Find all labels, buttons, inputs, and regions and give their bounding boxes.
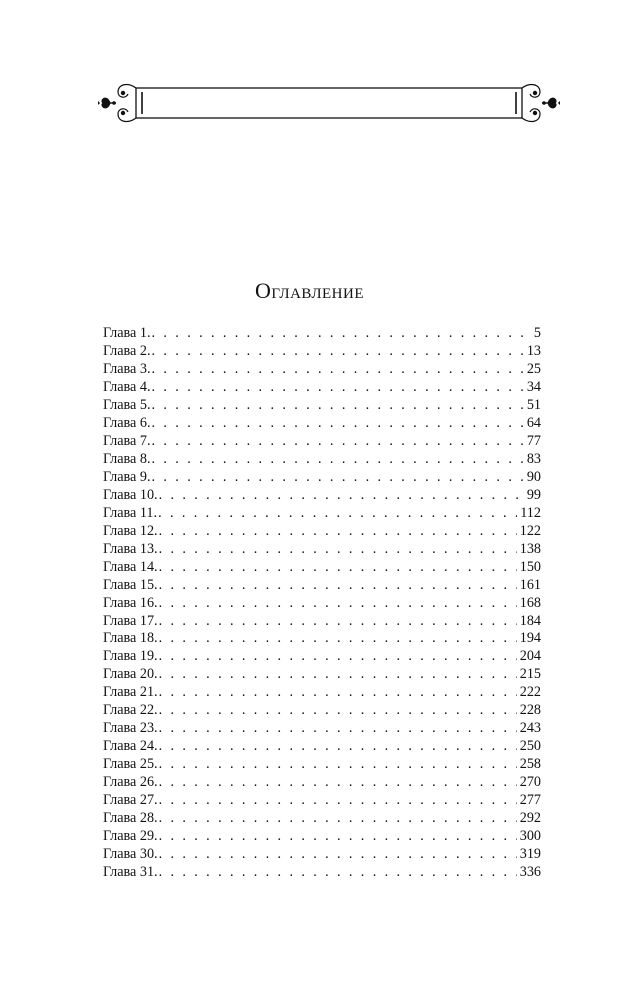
toc-page-number: 319: [519, 846, 541, 863]
header-ornament-icon: [98, 76, 560, 130]
dot-leader: [159, 792, 517, 810]
dot-leader: [159, 541, 517, 559]
toc-entry: [103, 325, 541, 343]
toc-entry: [103, 343, 541, 361]
toc-page-number: 122: [519, 522, 541, 539]
dot-leader: [152, 325, 531, 343]
toc-entry: [103, 684, 541, 702]
toc-page-number: 168: [519, 594, 541, 611]
toc-chapter-label: Глава 17.: [103, 612, 158, 629]
toc-page-number: 77: [526, 432, 541, 449]
toc-page-number: 204: [519, 648, 541, 665]
toc-page-number: 300: [519, 828, 541, 845]
toc-page-number: 150: [519, 558, 541, 575]
toc-entry: [103, 613, 541, 631]
dot-leader: [152, 361, 524, 379]
toc-page-number: 258: [519, 756, 541, 773]
dot-leader: [158, 505, 517, 523]
toc-entry: [103, 487, 541, 505]
dot-leader: [152, 379, 524, 397]
toc-entry: [103, 505, 541, 523]
toc-page-number: 336: [519, 864, 541, 881]
toc-chapter-label: Глава 9.: [103, 468, 151, 485]
toc-chapter-label: Глава 19.: [103, 648, 158, 665]
toc-entry: [103, 397, 541, 415]
toc-entry: [103, 792, 541, 810]
dot-leader: [152, 415, 524, 433]
dot-leader: [159, 648, 517, 666]
toc-chapter-label: Глава 29.: [103, 828, 158, 845]
toc-entry: [103, 559, 541, 577]
toc-chapter-label: Глава 5.: [103, 396, 151, 413]
dot-leader: [159, 738, 517, 756]
toc-chapter-label: Глава 15.: [103, 576, 158, 593]
dot-leader: [159, 810, 517, 828]
toc-page-number: 270: [519, 774, 541, 791]
toc-page-number: 292: [519, 810, 541, 827]
toc-entry: [103, 666, 541, 684]
toc-entry: [103, 595, 541, 613]
toc-chapter-label: Глава 21.: [103, 684, 158, 701]
toc-chapter-label: Глава 20.: [103, 666, 158, 683]
toc-chapter-label: Глава 12.: [103, 522, 158, 539]
toc-page-number: 215: [519, 666, 541, 683]
toc-page-number: 228: [519, 702, 541, 719]
toc-entry: [103, 523, 541, 541]
dot-leader: [152, 343, 524, 361]
toc-entry: [103, 810, 541, 828]
toc-entry: [103, 774, 541, 792]
dot-leader: [159, 684, 517, 702]
toc-chapter-label: Глава 27.: [103, 792, 158, 809]
toc-page-number: 25: [526, 360, 541, 377]
table-of-contents: [103, 325, 541, 882]
toc-page-number: 90: [526, 468, 541, 485]
toc-chapter-label: Глава 14.: [103, 558, 158, 575]
toc-page-number: 99: [526, 486, 541, 503]
toc-entry: [103, 738, 541, 756]
toc-chapter-label: Глава 10.: [103, 486, 158, 503]
toc-chapter-label: Глава 18.: [103, 630, 158, 647]
toc-page-number: 64: [526, 414, 541, 431]
dot-leader: [159, 613, 517, 631]
toc-entry: [103, 846, 541, 864]
toc-page-number: 34: [526, 378, 541, 395]
dot-leader: [152, 469, 524, 487]
dot-leader: [159, 487, 524, 505]
toc-chapter-label: Глава 3.: [103, 360, 151, 377]
toc-page-number: 184: [519, 612, 541, 629]
toc-entry: [103, 379, 541, 397]
toc-entry: [103, 720, 541, 738]
toc-entry: [103, 648, 541, 666]
toc-page-number: 5: [533, 325, 541, 341]
toc-entry: [103, 451, 541, 469]
dot-leader: [159, 774, 517, 792]
toc-chapter-label: Глава 1.: [103, 325, 151, 341]
dot-leader: [159, 720, 517, 738]
dot-leader: [159, 595, 517, 613]
toc-page-number: 112: [520, 504, 541, 521]
dot-leader: [159, 630, 517, 648]
toc-chapter-label: Глава 28.: [103, 810, 158, 827]
dot-leader: [159, 828, 517, 846]
toc-entry: [103, 864, 541, 882]
toc-chapter-label: Глава 6.: [103, 414, 151, 431]
toc-chapter-label: Глава 16.: [103, 594, 158, 611]
toc-page-number: 161: [519, 576, 541, 593]
dot-leader: [159, 577, 517, 595]
toc-entry: [103, 577, 541, 595]
toc-entry: [103, 541, 541, 559]
toc-chapter-label: Глава 30.: [103, 846, 158, 863]
toc-page-number: 138: [519, 540, 541, 557]
toc-chapter-label: Глава 8.: [103, 450, 151, 467]
toc-page-number: 83: [526, 450, 541, 467]
toc-entry: [103, 702, 541, 720]
toc-chapter-label: Глава 24.: [103, 738, 158, 755]
toc-chapter-label: Глава 22.: [103, 702, 158, 719]
toc-entry: [103, 433, 541, 451]
toc-page-number: 13: [526, 342, 541, 359]
toc-chapter-label: Глава 4.: [103, 378, 151, 395]
toc-chapter-label: Глава 7.: [103, 432, 151, 449]
toc-entry: [103, 756, 541, 774]
toc-chapter-label: Глава 13.: [103, 540, 158, 557]
toc-chapter-label: Глава 26.: [103, 774, 158, 791]
dot-leader: [152, 397, 524, 415]
toc-chapter-label: Глава 25.: [103, 756, 158, 773]
toc-entry: [103, 469, 541, 487]
toc-entry: [103, 828, 541, 846]
dot-leader: [159, 846, 517, 864]
page-title: Оглавление: [254, 278, 365, 303]
toc-page-number: 194: [519, 630, 541, 647]
dot-leader: [159, 523, 517, 541]
dot-leader: [159, 559, 517, 577]
toc-entry: [103, 630, 541, 648]
dot-leader: [152, 433, 524, 451]
toc-chapter-label: Глава 31.: [103, 864, 158, 881]
dot-leader: [159, 864, 517, 882]
toc-chapter-label: Глава 23.: [103, 720, 158, 737]
dot-leader: [159, 702, 517, 720]
toc-page-number: 250: [519, 738, 541, 755]
toc-page-number: 51: [526, 396, 541, 413]
toc-chapter-label: Глава 2.: [103, 342, 151, 359]
toc-entry: [103, 415, 541, 433]
dot-leader: [159, 666, 517, 684]
toc-entry: [103, 361, 541, 379]
toc-page-number: 243: [519, 720, 541, 737]
dot-leader: [159, 756, 517, 774]
dot-leader: [152, 451, 524, 469]
toc-page-number: 222: [519, 684, 541, 701]
toc-page-number: 277: [519, 792, 541, 809]
toc-chapter-label: Глава 11.: [103, 504, 158, 521]
